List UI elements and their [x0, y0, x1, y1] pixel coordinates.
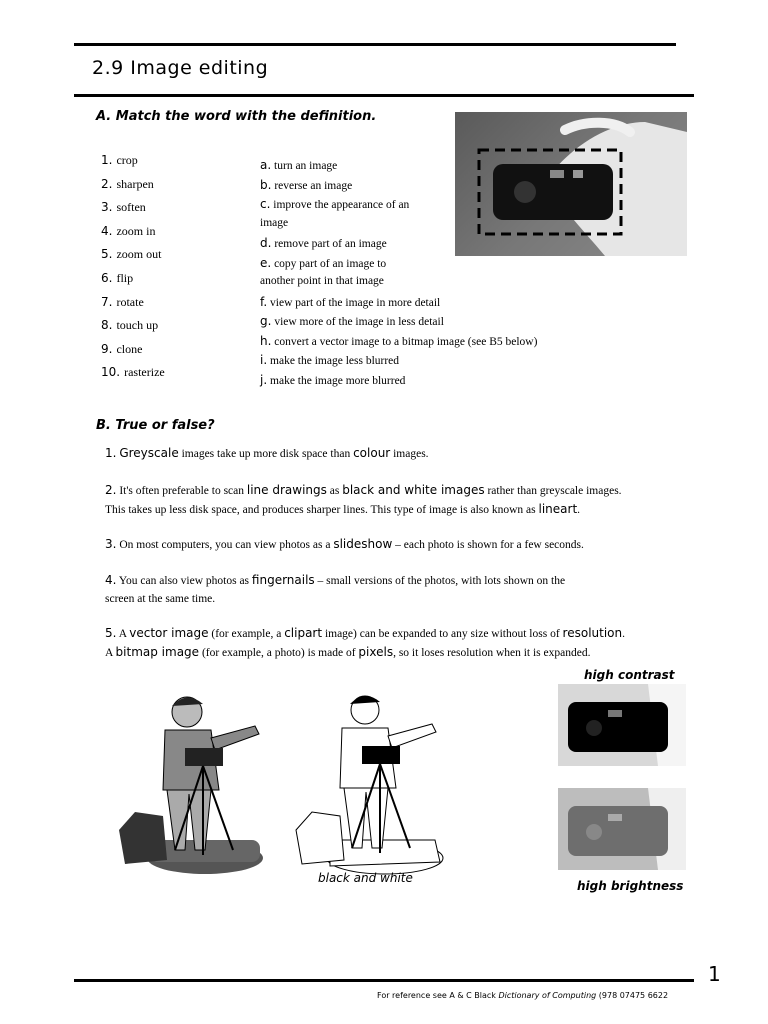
definition-text: make the image less blurred: [270, 355, 400, 367]
word-item: [101, 316, 165, 340]
definition-item: [260, 314, 580, 334]
item-text: On most computers, you can view photos as a: [116, 539, 334, 551]
top-rule: [74, 43, 676, 46]
definition-text: make the image more blurred: [270, 374, 406, 387]
definition-text: reverse an image: [274, 179, 353, 192]
item-text: screen at the same time.: [105, 592, 216, 605]
tf-item-2: [105, 482, 685, 519]
item-text: images take up more disk space than: [178, 448, 354, 460]
word-text: zoom out: [116, 247, 162, 262]
item-text: – each photo is shown for a few seconds.: [392, 539, 584, 551]
item-text: A: [105, 646, 116, 659]
high-brightness-photo: [558, 788, 686, 870]
definition-text: another point in that image: [260, 275, 384, 287]
word-text: soften: [116, 200, 146, 215]
definition-item: [260, 334, 580, 354]
definition-text: view part of the image in more detail: [270, 296, 441, 309]
high-brightness-camera: [558, 788, 686, 870]
definition-letter: j.: [260, 372, 268, 387]
word-text: touch up: [116, 318, 159, 333]
item-number: 2.: [105, 483, 117, 497]
word-item: [101, 293, 165, 317]
high-brightness-caption: high brightness: [577, 879, 684, 893]
item-text: images.: [390, 448, 429, 460]
word-item: [101, 198, 165, 222]
keyword: bitmap image: [115, 644, 200, 659]
page-number: 1: [708, 962, 721, 986]
item-line: [105, 572, 685, 591]
word-text: rasterize: [124, 365, 165, 380]
keyword: lineart: [538, 501, 578, 516]
word-number: 8.: [101, 318, 113, 333]
word-text: clone: [116, 341, 143, 356]
footer-reference: [377, 991, 677, 1000]
high-contrast-photo: [558, 684, 686, 766]
item-text: (for example, a photo) is made of: [199, 646, 359, 659]
photographer-black-and-white-illustration: [290, 690, 450, 880]
camera-hand-illustration: [455, 112, 687, 256]
item-line: [105, 625, 685, 644]
item-line: [105, 644, 685, 663]
item-text: image) can be expanded to any size without loss of: [322, 628, 563, 640]
word-number: 1.: [101, 153, 113, 167]
word-list: [101, 151, 165, 387]
tf-item-5: [105, 625, 685, 662]
definition-item: [260, 353, 580, 373]
section-a-heading: A. Match the word with the definition.: [96, 109, 377, 124]
word-number: 3.: [101, 200, 113, 215]
definition-text: image: [260, 216, 289, 229]
bottom-rule: [74, 979, 694, 982]
tf-item-3: [105, 536, 685, 555]
word-number: 6.: [101, 270, 113, 285]
word-number: 2.: [101, 176, 113, 191]
footer-suffix: (978 07475 6622: [596, 991, 669, 1000]
item-text: It's often preferable to scan: [116, 485, 247, 497]
keyword: clipart: [284, 626, 323, 640]
keyword: black and white images: [342, 483, 485, 497]
definition-letter: g.: [260, 314, 272, 328]
item-text: .: [577, 503, 581, 516]
word-item: [101, 222, 165, 246]
high-contrast-caption: high contrast: [584, 668, 675, 682]
word-item: [101, 245, 165, 269]
item-number: 3.: [105, 537, 117, 551]
definition-text: improve the appearance of an: [273, 199, 410, 211]
word-text: rotate: [116, 294, 144, 309]
word-text: flip: [116, 270, 134, 285]
footer-prefix: For reference see A & C Black: [377, 991, 499, 1000]
definition-letter: h.: [260, 333, 272, 348]
keyword: Greyscale: [119, 446, 179, 460]
item-text: .: [622, 628, 625, 640]
definition-continuation: [260, 275, 580, 295]
definition-text: remove part of an image: [274, 238, 387, 250]
keyword: resolution: [562, 626, 623, 640]
definition-letter: i.: [260, 353, 268, 367]
definition-letter: e.: [260, 255, 272, 270]
definition-letter: d.: [260, 236, 272, 250]
footer-book-title: Dictionary of Computing: [498, 991, 597, 1000]
word-text: zoom in: [116, 223, 156, 238]
keyword: colour: [353, 446, 391, 460]
item-number: 1.: [105, 446, 117, 460]
definition-text: convert a vector image to a bitmap image (see B5 below): [274, 335, 538, 348]
definition-text: copy part of an image to: [274, 257, 387, 270]
word-item: [101, 340, 165, 364]
item-text: You can also view photos as: [116, 575, 252, 587]
tf-item-4: [105, 572, 685, 608]
section-b-heading: B. True or false?: [96, 418, 215, 433]
keyword: fingernails: [251, 573, 315, 587]
item-line: [105, 591, 685, 609]
definition-letter: b.: [260, 177, 272, 192]
word-number: 7.: [101, 294, 113, 309]
item-text: A: [116, 628, 130, 640]
definition-letter: a.: [260, 158, 272, 172]
word-number: 4.: [101, 223, 113, 238]
item-number: 4.: [105, 573, 117, 587]
definition-item: [260, 295, 580, 315]
item-text: rather than greyscale images.: [484, 485, 622, 497]
word-text: sharpen: [116, 176, 154, 191]
word-number: 10.: [101, 365, 121, 380]
word-number: 5.: [101, 247, 113, 262]
definition-text: turn an image: [274, 160, 338, 172]
definition-text: view more of the image in less detail: [274, 316, 444, 328]
item-text: , so it loses resolution when it is expanded.: [393, 646, 591, 659]
keyword: line drawings: [246, 483, 327, 497]
photographer-greyscale-illustration: [115, 690, 275, 880]
item-text: as: [326, 485, 343, 497]
item-line: [105, 501, 685, 520]
word-item: [101, 175, 165, 199]
keyword: slideshow: [333, 537, 393, 551]
item-line: [105, 482, 685, 501]
word-number: 9.: [101, 341, 113, 356]
item-text: (for example, a: [208, 628, 285, 640]
word-item: [101, 269, 165, 293]
word-item: [101, 151, 165, 175]
word-item: [101, 363, 165, 387]
word-text: crop: [116, 153, 138, 167]
keyword: vector image: [129, 626, 209, 640]
item-number: 5.: [105, 626, 117, 640]
definition-letter: f.: [260, 294, 268, 309]
definition-item: [260, 373, 580, 393]
tf-item-1: [105, 445, 685, 464]
high-contrast-camera: [558, 684, 686, 766]
definition-item: [260, 256, 580, 276]
camera-hand-photo: [455, 112, 687, 256]
black-and-white-caption: black and white: [318, 871, 413, 885]
title-rule: [74, 94, 694, 97]
item-text: This takes up less disk space, and produces sharper lines. This type of image is also known as: [105, 503, 539, 516]
item-text: – small versions of the photos, with lots shown on the: [314, 575, 566, 587]
definition-letter: c.: [260, 197, 271, 211]
keyword: pixels: [358, 644, 394, 659]
page-title: 2.9 Image editing: [92, 57, 269, 79]
